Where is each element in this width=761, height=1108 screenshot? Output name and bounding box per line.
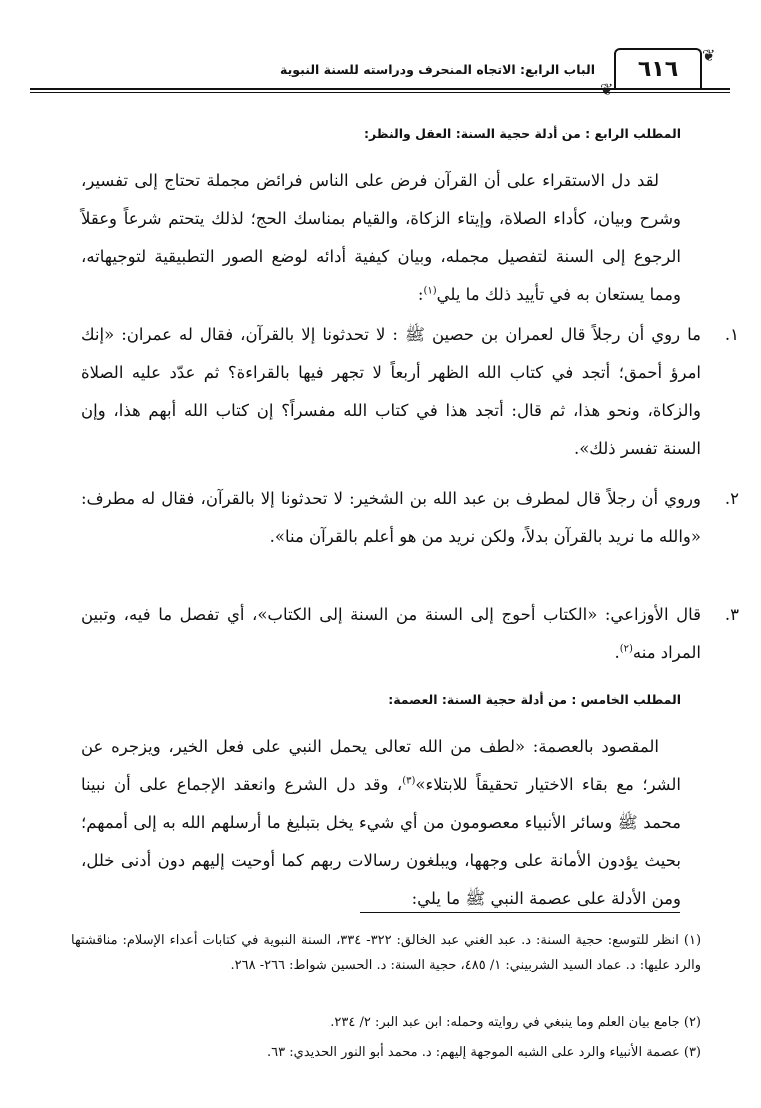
paragraph-text: المقصود بالعصمة: «لطف من الله تعالى يحمل النبي على فعل الخير، ويزجره عن الشر؛ مع بقاء الاختيار تحقيقاً للابتلاء» — [81, 737, 682, 794]
intro-text: لقد دل الاستقراء على أن القرآن فرض على الناس فرائض مجملة تحتاج إلى تفسير، وشرح وبيان، كأداء الصلاة، وإيتاء الزكاة، والقيام بمناسك الحج؛ لذلك يتحتم شرعاً وعقلاً الرجوع إلى السنة لتفصيل مجمله، وبيان كيفية أدائه لوضع الصور التطبيقية لتوجيهاته، ومما يستعان به في تأييد ذلك ما يلي — [81, 171, 681, 304]
list-item-end: . — [614, 643, 620, 662]
list-number: ٣. — [724, 605, 739, 624]
footnote-rule — [360, 912, 680, 913]
page-number: ٦١٦ — [614, 48, 702, 88]
ornament-icon: ❦ — [600, 80, 614, 99]
list-item-text: قال الأوزاعي: «الكتاب أحوج إلى السنة من السنة إلى الكتاب»، أي تفصل ما فيه، وتبين المراد منه — [81, 605, 701, 662]
list-item-text: وروي أن رجلاً قال لمطرف بن عبد الله بن الشخير: لا تحدثونا إلا بالقرآن، فقال له مطرف: «والله ما نريد بالقرآن بدلاً، ولكن نريد من هو أعلم بالقرآن منا». — [81, 489, 701, 546]
footnote-ref: (٣) — [402, 775, 416, 787]
footnote-ref: (١) — [423, 285, 437, 297]
footnote-1: (١) انظر للتوسع: حجية السنة: د. عبد الغني عبد الخالق: ٣٢٢- ٣٣٤، السنة النبوية في كتابات أعداء الإسلام: مناقشتها والرد عليها: د. عماد السيد الشربيني: ١/ ٤٨٥، حجية السنة: د. الحسين شواط: ٢٦٦- ٢٦٨. — [71, 933, 702, 973]
list-item — [81, 316, 739, 468]
page-header — [30, 46, 730, 99]
list-item — [81, 596, 739, 672]
section-heading-4: المطلب الرابع : من أدلة حجية السنة: العقل والنظر: — [364, 126, 681, 141]
ornament-icon: ❦ — [702, 46, 716, 65]
intro-end: : — [417, 285, 424, 304]
section-heading-5: المطلب الخامس : من أدلة حجية السنة: العصمة: — [388, 692, 681, 707]
list-item-text: ما روي أن رجلاً قال لعمران بن حصين ﷺ : لا تحدثونا إلا بالقرآن، فقال له عمران: «إنك امرؤ أحمق؛ أتجد في كتاب الله الظهر أربعاً لا تجهر فيها بالقراءة؟ ثم عدّد عليه الصلاة والزكاة، ونحو هذا، ثم قال: أتجد هذا في كتاب الله مفسراً؟ إن كتاب الله أبهم هذا، وإن السنة تفسر ذلك». — [81, 325, 701, 458]
running-title: الباب الرابع: الاتجاه المنحرف ودراسته للسنة النبوية — [280, 62, 595, 77]
header-rule — [30, 88, 730, 90]
list-number: ٢. — [724, 489, 739, 508]
list-item — [81, 480, 739, 556]
list-number: ١. — [724, 325, 739, 344]
footnote-3: (٣) عصمة الأنبياء والرد على الشبه الموجهة إليهم: د. محمد أبو النور الحديدي: ٦٣. — [267, 1045, 701, 1060]
header-rule — [30, 92, 730, 93]
paragraph-text: ، وقد دل الشرع وانعقد الإجماع على أن نبينا محمد ﷺ وسائر الأنبياء معصومون من أي شيء يخل بتبليغ ما أرسلهم الله به إلى أممهم؛ بحيث يؤدون الأمانة على وجهها، ويبلغون رسالات ربهم كما أوحيت إليهم دون أدنى خلل، ومن الأدلة على عصمة النبي ﷺ ما يلي: — [81, 775, 681, 908]
section-4-intro — [81, 162, 681, 314]
section-5-paragraph — [81, 728, 681, 918]
footnote-ref: (٢) — [619, 643, 633, 655]
footnote-2: (٢) جامع بيان العلم وما ينبغي في روايته وحمله: ابن عبد البر: ٢/ ٢٣٤. — [330, 1015, 701, 1030]
